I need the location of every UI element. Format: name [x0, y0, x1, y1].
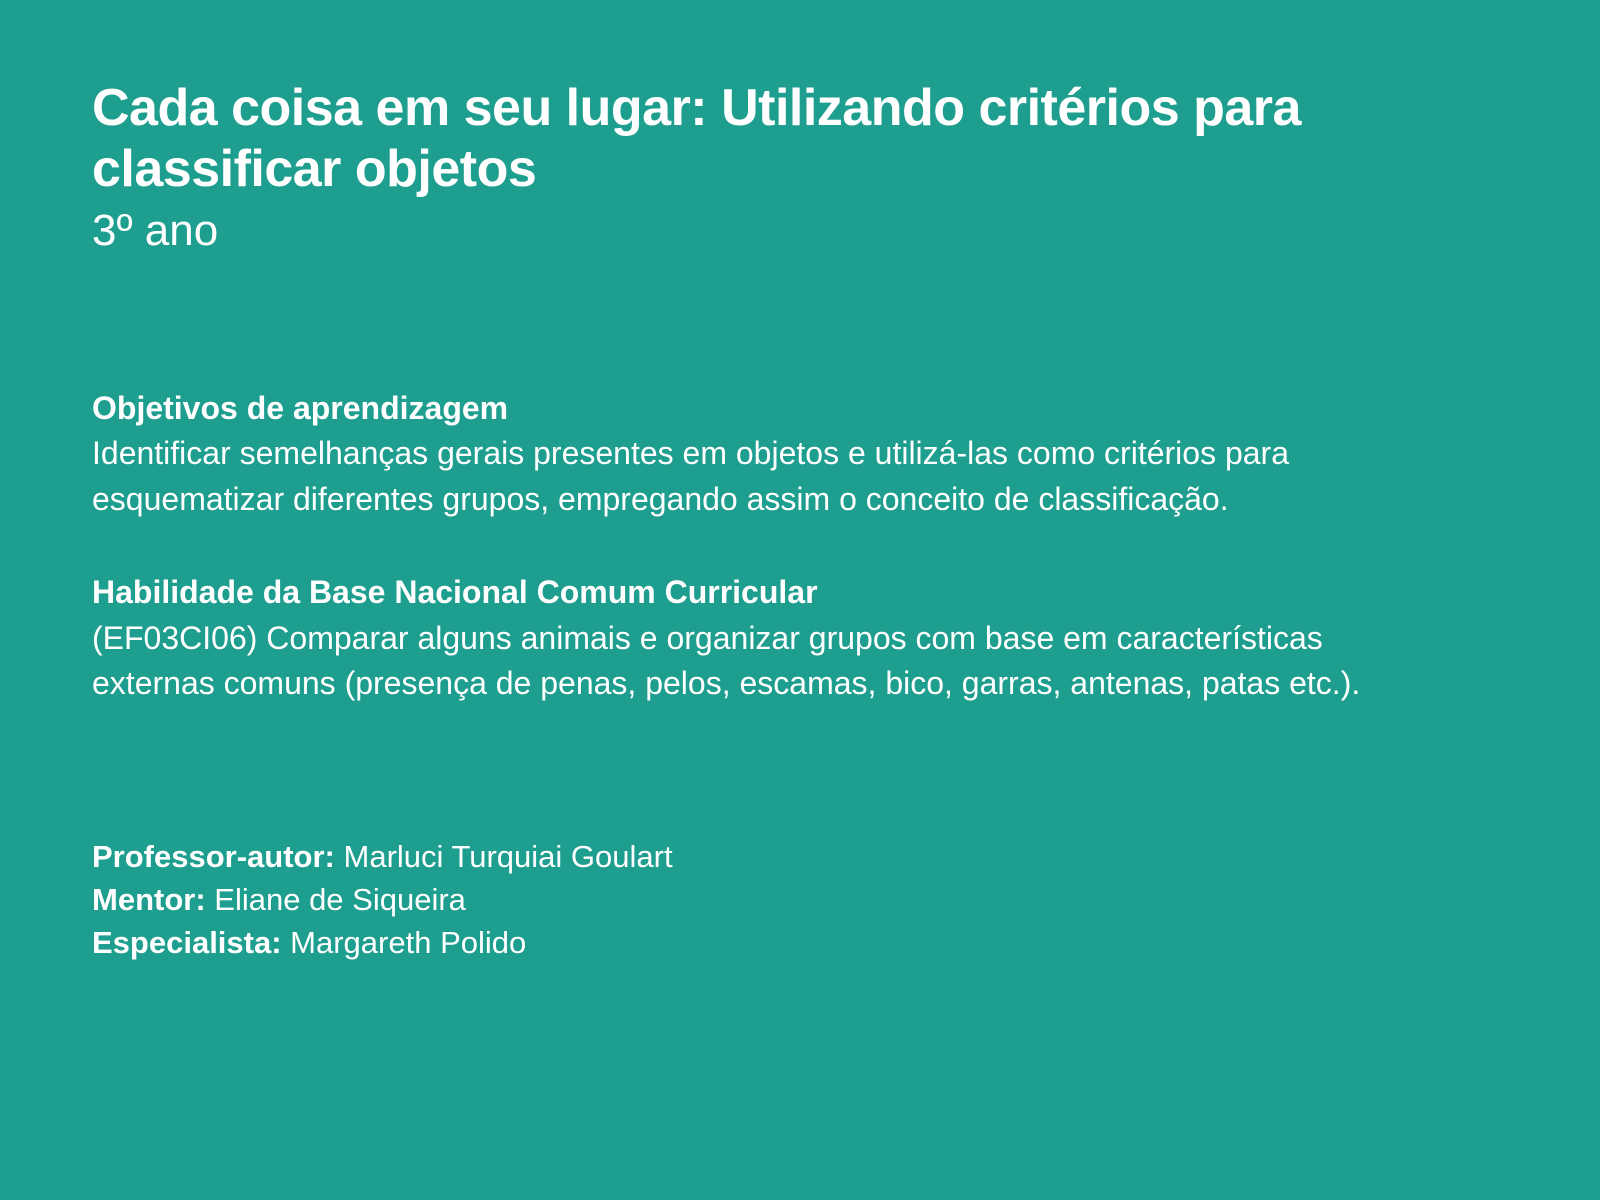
learning-objectives-block — [92, 388, 1432, 522]
page-title: Cada coisa em seu lugar: Utilizando critérios para classificar objetos — [92, 79, 1301, 199]
credit-value-mentor: Eliane de Siqueira — [214, 882, 466, 918]
learning-objectives-text: Identificar semelhanças gerais presentes em objetos e utilizá-las como critérios para esquematizar diferentes grupos, empregando assim o conceito de classificação. — [92, 435, 1289, 517]
credit-line-author — [92, 836, 1510, 879]
page-subtitle: 3º ano — [92, 205, 219, 255]
credits-block — [92, 836, 1510, 964]
bncc-skill-heading: Habilidade da Base Nacional Comum Curricular — [92, 573, 818, 610]
bncc-skill-block — [92, 572, 1432, 706]
credit-value-author: Marluci Turquiai Goulart — [343, 839, 673, 875]
bncc-skill-text: (EF03CI06) Comparar alguns animais e organizar grupos com base em características externas comuns (presença de penas, pelos, escamas, bico, garras, antenas, patas etc.). — [92, 619, 1361, 702]
credit-label-specialist: Especialista: — [92, 924, 282, 960]
learning-objectives-heading: Objetivos de aprendizagem — [92, 389, 509, 426]
credit-label-author: Professor-autor: — [92, 839, 335, 875]
credit-label-mentor: Mentor: — [92, 882, 206, 918]
credit-line-mentor — [92, 879, 1510, 922]
credit-line-specialist — [92, 922, 1510, 965]
credit-value-specialist: Margareth Polido — [290, 924, 527, 960]
